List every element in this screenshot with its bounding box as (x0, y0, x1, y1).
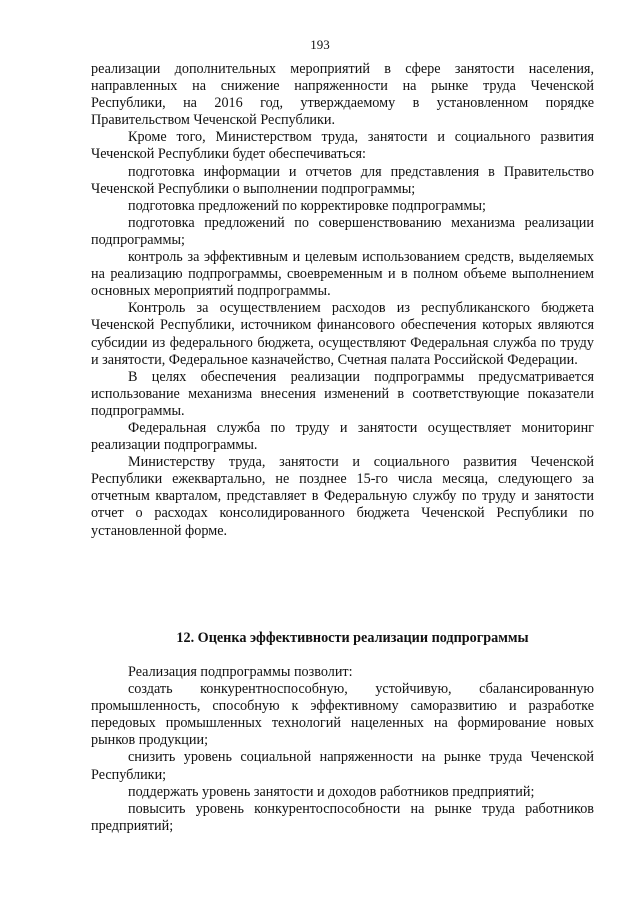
page-number: 193 (310, 37, 330, 52)
paragraph: снизить уровень социальной напряженности на рынке труда Чеченской Республики; (91, 749, 594, 783)
paragraph: контроль за эффективным и целевым использованием средств, выделяемых на реализацию подпрограммы, своевременным и в полном объеме выполнением основных мероприятий подпрограммы. (91, 249, 594, 300)
paragraph: Реализация подпрограммы позволит: (128, 664, 353, 680)
paragraph: подготовка предложений по совершенствованию механизма реализации подпрограммы; (91, 214, 594, 248)
paragraph: Кроме того, Министерством труда, занятости и социального развития Чеченской Республики будет обеспечиваться: (91, 129, 594, 163)
paragraph: поддержать уровень занятости и доходов работников предприятий; (128, 783, 535, 800)
paragraph: создать конкурентноспособную, устойчивую, сбалансированную промышленность, способную к эффективному саморазвитию и разработке передовых промышленных технологий нацеленных на формирование новых рынков продукции; (91, 681, 594, 749)
body-text-bottom (91, 664, 594, 835)
paragraph: Контроль за осуществлением расходов из республиканского бюджета Чеченской Республики, источником финансового обеспечения которых являются субсидии из федерального бюджета, осуществляют Федеральная служба по труду и занятости, Федеральное казначейство, Счетная палата Российской Федерации. (91, 300, 594, 368)
paragraph: Министерству труда, занятости и социального развития Чеченской Республики ежеквартально, не позднее 15-го числа месяца, следующего за отчетным кварталом, представляет в Федеральную службу по труду и занятости отчет о расходах консолидированного бюджета Чеченской Республики по установленной форме. (91, 454, 594, 539)
paragraph: Федеральная служба по труду и занятости осуществляет мониторинг реализации подпрограммы. (91, 419, 594, 454)
paragraph: подготовка предложений по корректировке подпрограммы; (128, 197, 486, 214)
paragraph: реализации дополнительных мероприятий в сфере занятости населения, направленных на снижение напряженности на рынке труда Чеченской Республики, на 2016 год, утверждаемому в установленном порядке Правительством Чеченской Республики. (91, 61, 594, 129)
paragraph: повысить уровень конкурентоспособности на рынке труда работников предприятий; (91, 800, 594, 834)
section-heading: 12. Оценка эффективности реализации подпрограммы (176, 630, 529, 646)
body-text-top (91, 61, 594, 540)
paragraph: В целях обеспечения реализации подпрограммы предусматривается использование механизма внесения изменений в соответствующие показатели подпрограммы. (91, 368, 594, 419)
paragraph: подготовка информации и отчетов для представления в Правительство Чеченской Республики о выполнении подпрограммы; (91, 163, 594, 197)
